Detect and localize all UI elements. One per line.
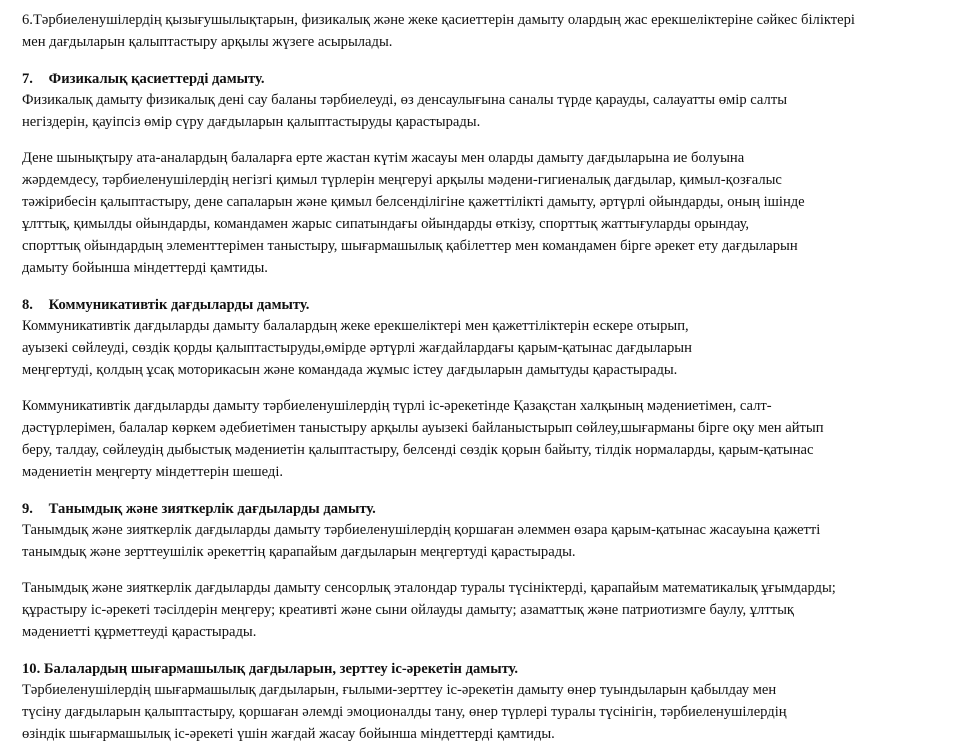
text-line: спорттық ойындардың элементтерімен таныстыру, шығармашылық қабілеттер мен командамен бірге әрекет ету дағдыларын [22,238,798,254]
section-number: 10. [22,661,41,677]
text-line: мәдениетін меңгерту міндеттерін шешеді. [22,464,284,480]
text-line: дамыту бойынша міндеттерді қамтиды. [22,260,268,276]
text-line: мен дағдыларын қалыптастыру арқылы жүзеге асырылады. [22,34,393,50]
text-line: Тәрбиеленушілердің шығармашылық дағдыларын, ғылыми-зерттеу іс-әрекетін дамыту өнер туындыларын қабылдау мен [22,682,777,698]
text-line: негіздерін, қауіпсіз өмір сүру дағдыларын қалыптастыруды қарастырады. [22,114,481,130]
section-heading-10 [22,658,966,679]
section-number: 9. [22,501,33,517]
section-lead-paragraph [22,89,966,133]
text-line: меңгертуді, қолдың ұсақ моторикасын және командада жұмыс істеу дағдыларын дамытуды қарастырады. [22,362,678,378]
text-line: 6.Тәрбиеленушілердің қызығушылықтарын, физикалық және жеке қасиеттерін дамыту олардың жас ерекшеліктеріне сәйкес біліктері [22,12,855,28]
section-lead-paragraph [22,679,966,745]
text-line: мәдениетті құрметтеуді қарастырады. [22,624,257,640]
text-line: ұлттық, қимылды ойындарды, командамен жарыс сипатындағы ойындарды өткізу, спорттық жаттығуларды орындау, [22,216,750,232]
section-heading-8 [22,294,966,315]
text-line: тәжірибесін қалыптастыру, дене сапаларын және қимыл белсенділігіне қажеттілікті дамыту, әртүрлі ойындарды, оның ішінде [22,194,805,210]
text-line: Дене шынықтыру ата-аналардың балаларға ерте жастан күтім жасауы мен оларды дамыту дағдыларына ие болуына [22,150,745,166]
section-heading-7 [22,68,966,89]
text-line: Физикалық дамыту физикалық дені сау баланы тәрбиелеуді, өз денсаулығына саналы түрде қарауды, салауатты өмір салты [22,92,788,108]
text-line: түсіну дағдыларын қалыптастыру, қоршаған әлемді эмоционалды тану, өнер түрлері туралы түсінігін, тәрбиеленушілердің [22,704,787,720]
section-lead-paragraph [22,519,966,563]
text-line: Танымдық және зияткерлік дағдыларды дамыту сенсорлық эталондар туралы түсініктерді, қарапайым математикалық ұғымдарды; [22,580,836,596]
text-line: өзіндік шығармашылық іс-әрекеті үшін жағдай жасау бойынша міндеттерді қамтиды. [22,726,555,742]
section-heading-9 [22,498,966,519]
section-title: Физикалық қасиеттерді дамыту. [48,71,265,87]
text-line: жәрдемдесу, тәрбиеленушілердің негізгі қимыл түрлерін меңгеруі арқылы мәдени-гигиеналық дағдылар, қимыл-қозғалыс [22,172,782,188]
text-line: беру, талдау, сөйлеудің дыбыстық мәдениетін қалыптастыру, белсенді сөздік қорын байыту, тілдік нормаларды, қарым-қатынас [22,442,814,458]
section-number: 8. [22,297,33,313]
section-body-paragraph [22,395,966,483]
text-line: Танымдық және зияткерлік дағдыларды дамыту тәрбиеленушілердің қоршаған әлеммен өзара қарым-қатынас жасауына қажетті [22,522,821,538]
section-body-paragraph [22,577,966,643]
section-body-paragraph [22,147,966,279]
text-line: Коммуникативтік дағдыларды дамыту тәрбиеленушілердің түрлі іс-әрекетінде Қазақстан халқының мәдениетімен, салт- [22,398,772,414]
section-number: 7. [22,71,33,87]
section-title: Балалардың шығармашылық дағдыларын, зерттеу іс-әрекетін дамыту. [43,661,519,677]
section-title: Танымдық және зияткерлік дағдыларды дамыту. [48,501,376,517]
text-line: құрастыру іс-әрекеті тәсілдерін меңгеру; креативті және сыни ойлауды дамыту; азаматтық және патриотизмге баулу, ұлттық [22,602,794,618]
section-title: Коммуникативтік дағдыларды дамыту. [48,297,310,313]
text-line: ауызекі сөйлеуді, сөздік қорды қалыптастыруды,өмірде әртүрлі жағдайлардағы қарым-қатынас дағдыларын [22,340,692,356]
section-lead-paragraph [22,315,966,381]
intro-paragraph [22,9,966,53]
text-line: дәстүрлерімен, балалар көркем әдебиетімен таныстыру арқылы ауызекі байланыстырып сөйлеу,шығарманы бірге оқу мен айтып [22,420,824,436]
text-line: Коммуникативтік дағдыларды дамыту балалардың жеке ерекшеліктері мен қажеттіліктерін ескере отырып, [22,318,689,334]
text-line: танымдық және зерттеушілік әрекеттің қарапайым дағдыларын меңгертуді қарастырады. [22,544,576,560]
